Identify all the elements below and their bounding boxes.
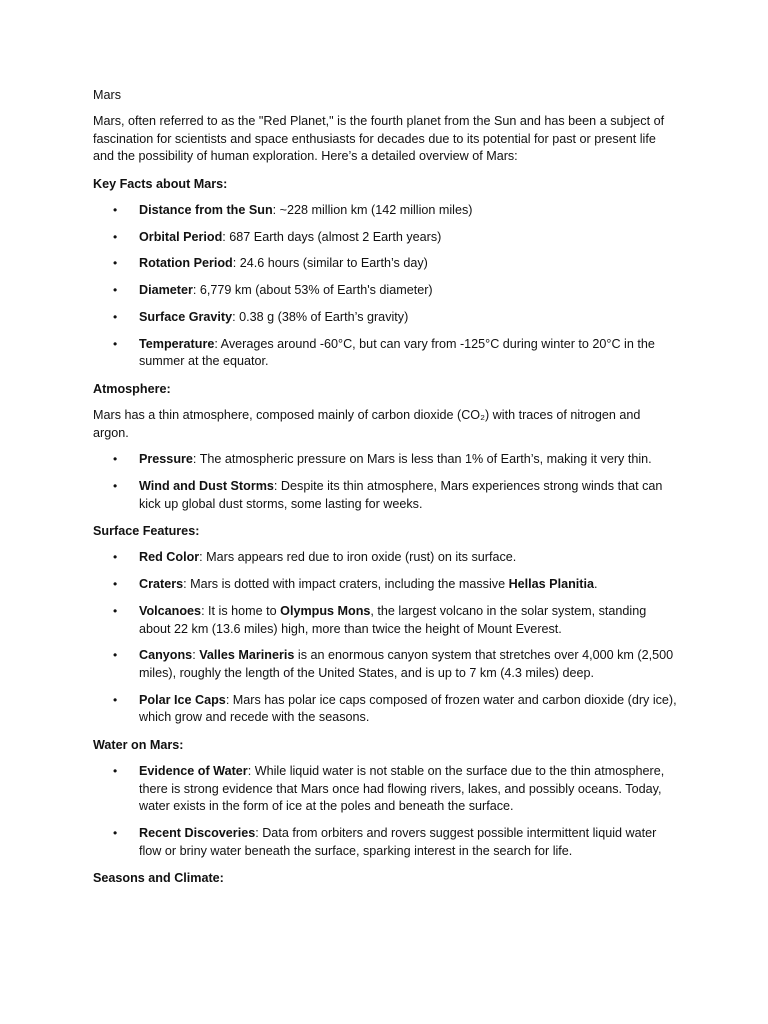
item-term: Volcanoes [139,603,202,618]
item-term: Pressure [139,452,193,467]
item-term: Temperature [139,336,215,351]
item-text: : Data from orbiters and rovers suggest possible intermittent liquid water flow or briny water beneath the surface, sparking interest in the search for life. [139,826,657,858]
list-item [93,478,678,513]
surface-heading: Surface Features: [93,524,200,539]
intro-paragraph: Mars, often referred to as the "Red Planet," is the fourth planet from the Sun and has been a subject of fascination for scientists and space enthusiasts for decades due to its potential for past or present life and the possibility of human exploration. Here’s a detailed overview of Mars: [93,114,665,164]
bullet-icon: • [113,229,118,244]
item-text: : Mars is dotted with impact craters, including the massive [183,577,509,592]
item-term: Rotation Period [139,256,233,271]
atmosphere-paragraph: Mars has a thin atmosphere, composed mainly of carbon dioxide (CO₂) with traces of nitrogen and argon. [93,408,641,440]
item-text: : Mars has polar ice caps composed of frozen water and carbon dioxide (dry ice), which grow and recede with the seasons. [139,692,677,725]
item-emphasis: Valles Marineris [199,648,295,663]
bullet-icon: • [113,764,118,779]
bullet-icon: • [113,603,118,618]
item-text: : It is home to [201,603,281,618]
list-item [93,763,678,816]
item-text: : Despite its thin atmosphere, Mars experiences strong winds that can kick up global dust storms, some lasting for weeks. [139,479,663,511]
seasons-heading: Seasons and Climate: [93,871,224,886]
water-list [93,763,678,860]
bullet-icon: • [113,479,118,494]
item-emphasis: Olympus Mons [280,603,371,618]
list-item [93,692,678,727]
atmosphere-heading: Atmosphere: [93,382,171,397]
bullet-icon: • [113,336,118,351]
item-text: : 0.38 g (38% of Earth’s gravity) [232,309,409,324]
item-text: : The atmospheric pressure on Mars is less than 1% of Earth’s, making it very thin. [192,452,652,467]
surface-list [93,549,678,727]
bullet-icon: • [113,256,118,271]
item-text: : While liquid water is not stable on the surface due to the thin atmosphere, there is strong evidence that Mars once had flowing rivers, lakes, and possibly oceans. Today, water exists in the form of ice at the poles and beneath the surface. [139,764,665,814]
item-term: Canyons [139,648,193,663]
item-term: Orbital Period [139,229,223,244]
list-item [93,647,678,682]
bullet-icon: • [113,692,118,707]
list-item [93,336,678,371]
item-term: Diameter [139,283,193,298]
item-term: Recent Discoveries [139,826,256,841]
item-text: is an enormous canyon system that stretches over 4,000 km (2,500 miles), roughly the length of the United States, and is up to 7 km (4.3 miles) deep. [139,648,674,680]
item-term: Surface Gravity [139,309,233,324]
item-text: : Averages around -60°C, but can vary from -125°C during winter to 20°C in the summer at the equator. [139,336,655,369]
list-item [93,603,678,638]
list-item [93,282,678,300]
atmosphere-list [93,451,678,513]
item-text: : ~228 million km (142 million miles) [272,202,473,217]
bullet-icon: • [113,283,118,298]
list-item [93,549,678,567]
bullet-icon: • [113,309,118,324]
bullet-icon: • [113,202,118,217]
item-term: Craters [139,577,184,592]
item-term: Red Color [139,550,200,565]
document-page [93,86,678,896]
item-text: : [192,648,200,663]
list-item [93,451,678,469]
list-item [93,255,678,273]
bullet-icon: • [113,826,118,841]
bullet-icon: • [113,577,118,592]
list-item [93,825,678,860]
key-facts-list [93,202,678,371]
item-text: , the largest volcano in the solar system, standing about 22 km (13.6 miles) high, more than twice the height of Mount Everest. [139,603,647,636]
bullet-icon: • [113,550,118,565]
document-title: Mars [93,88,121,102]
item-text: : 24.6 hours (similar to Earth’s day) [232,256,428,271]
bullet-icon: • [113,452,118,467]
water-heading: Water on Mars: [93,738,184,753]
key-facts-heading: Key Facts about Mars: [93,176,228,191]
item-text: : 687 Earth days (almost 2 Earth years) [222,229,442,244]
bullet-icon: • [113,648,118,663]
item-text: : Mars appears red due to iron oxide (rust) on its surface. [199,550,517,565]
list-item [93,202,678,220]
item-term: Distance from the Sun [139,202,273,217]
item-term: Wind and Dust Storms [139,479,274,494]
item-emphasis: Hellas Planitia [508,577,594,592]
item-text: : 6,779 km (about 53% of Earth's diameter) [192,283,433,298]
list-item [93,309,678,327]
item-term: Evidence of Water [139,764,248,779]
item-text: . [593,577,598,592]
item-term: Polar Ice Caps [139,692,226,707]
list-item [93,229,678,247]
list-item [93,576,678,594]
